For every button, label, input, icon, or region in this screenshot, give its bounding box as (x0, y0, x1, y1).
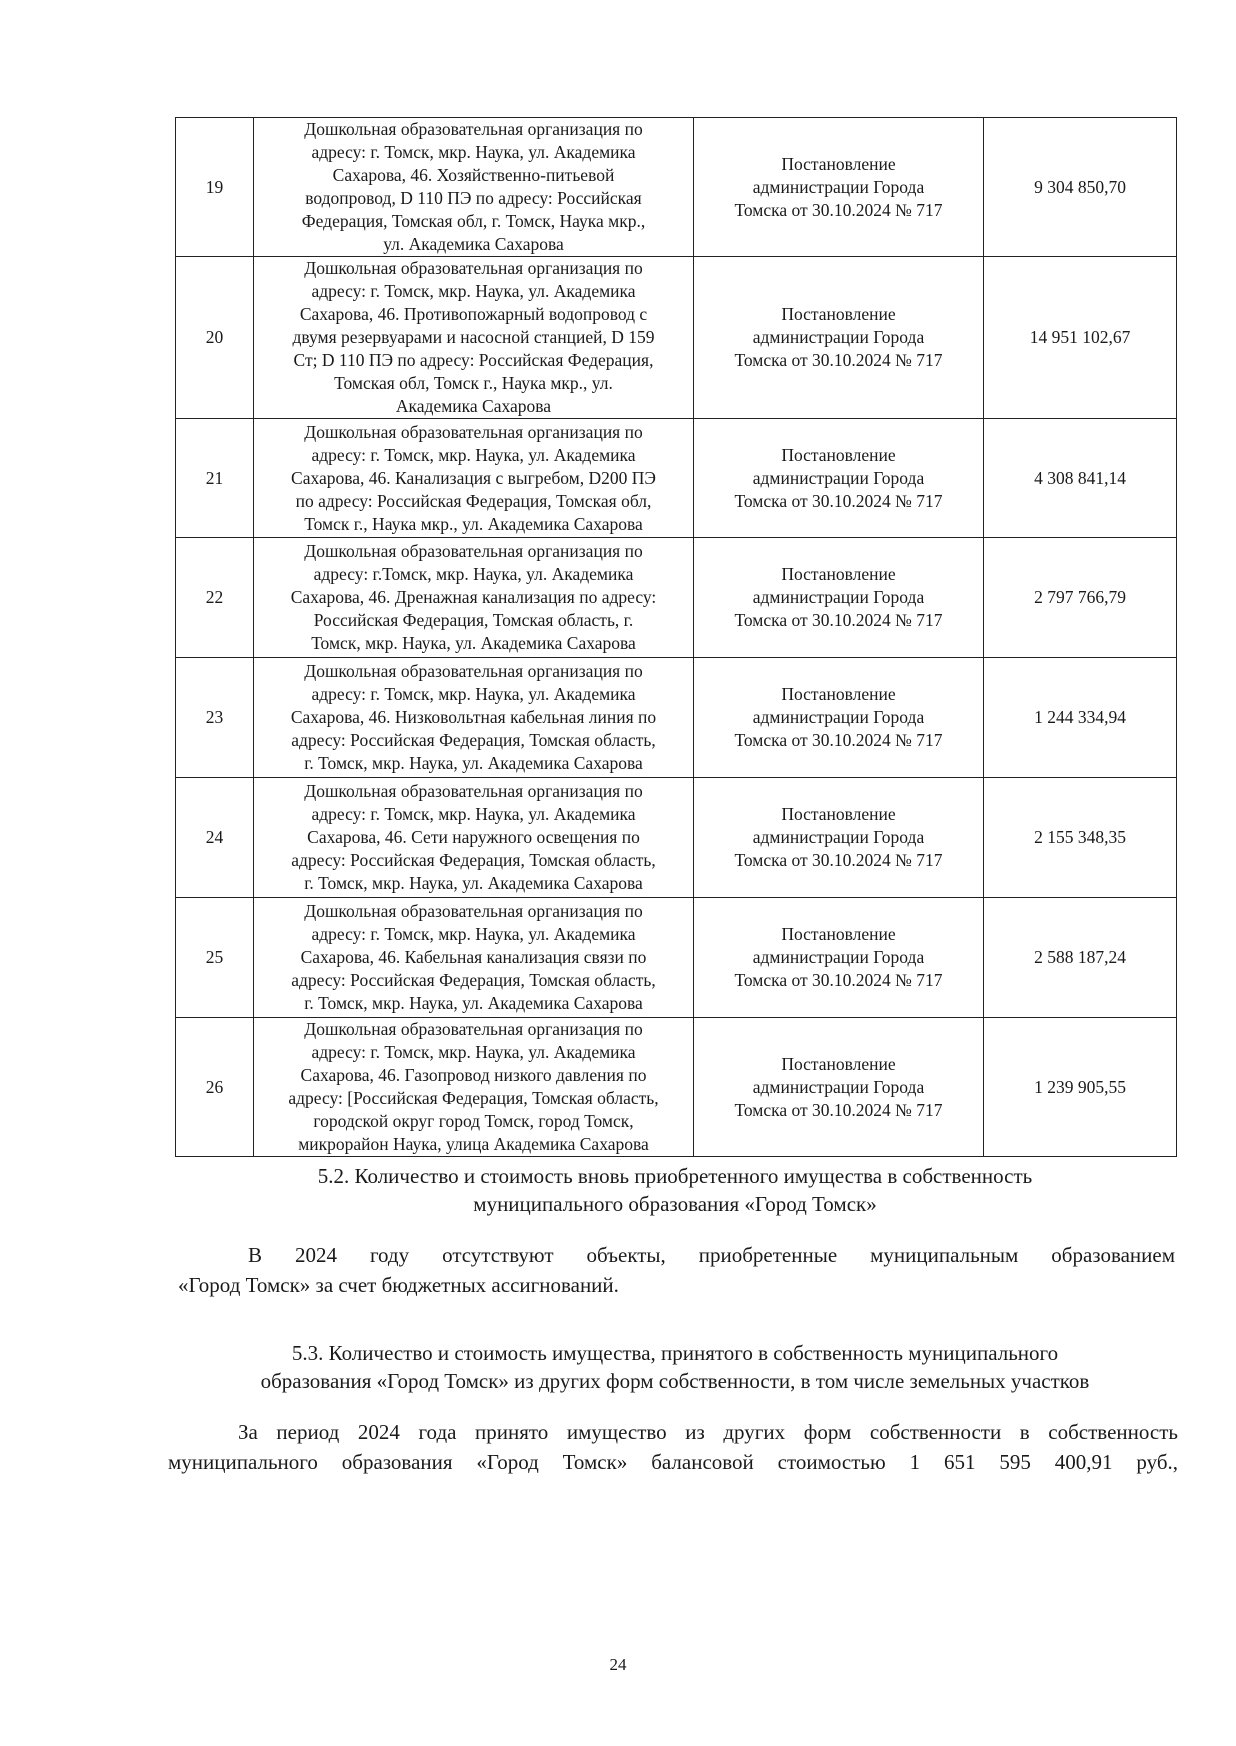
object-line: по адресу: Российская Федерация, Томская обл, (295, 490, 652, 511)
object-line: адресу: г.Томск, мкр. Наука, ул. Академика (313, 564, 634, 584)
object-line: адресу: г. Томск, мкр. Наука, ул. Академика (311, 444, 636, 465)
object-line: Сахарова, 46. Противопожарный водопровод с (299, 304, 648, 324)
document-line: Постановление (781, 444, 896, 465)
row-number: 20 (176, 257, 254, 419)
table-row (176, 658, 1177, 778)
heading-line: образования «Город Томск» из других форм собственности, в том числе земельных участков (260, 1369, 1090, 1393)
document-line: администрации Города (752, 827, 925, 847)
object-line: Дошкольная образовательная организация по (304, 258, 643, 278)
document-line: Томска от 30.10.2024 № 717 (734, 350, 943, 370)
document-line: Постановление (781, 924, 896, 944)
balance-value: 1 239 905,55 (984, 1018, 1177, 1157)
document-line: Постановление (781, 804, 896, 824)
object-line: городской округ город Томск, город Томск, (313, 1111, 634, 1131)
balance-value: 1 244 334,94 (984, 658, 1177, 778)
object-description (254, 257, 694, 419)
document-line: администрации Города (752, 1076, 925, 1097)
balance-value: 2 588 187,24 (984, 898, 1177, 1018)
document-line: Томска от 30.10.2024 № 717 (734, 970, 943, 990)
object-line: Томск г., Наука мкр., ул. Академика Сахарова (304, 513, 643, 534)
row-number: 22 (176, 538, 254, 658)
object-line: двумя резервуарами и насосной станцией, D 159 (292, 327, 655, 347)
balance-value: 4 308 841,14 (984, 419, 1177, 538)
property-table (175, 117, 1177, 1157)
table-row (176, 1018, 1177, 1157)
paragraph-line: В 2024 году отсутствуют объекты, приобретенные муниципальным образованием (248, 1243, 1175, 1267)
balance-value: 9 304 850,70 (984, 118, 1177, 257)
document-line: Постановление (781, 684, 896, 704)
basis-document (694, 898, 984, 1018)
object-line: адресу: [Российская Федерация, Томская область, (288, 1088, 659, 1108)
object-line: адресу: г. Томск, мкр. Наука, ул. Академика (311, 1042, 636, 1062)
object-line: Сахарова, 46. Хозяйственно-питьевой (332, 165, 615, 185)
table-row (176, 118, 1177, 257)
object-line: Дошкольная образовательная организация по (304, 421, 643, 442)
object-line: Дошкольная образовательная организация по (304, 541, 643, 561)
object-line: Сахарова, 46. Сети наружного освещения по (307, 827, 640, 847)
object-line: адресу: Российская Федерация, Томская область, (291, 970, 656, 990)
page-number: 24 (609, 1655, 627, 1674)
document-line: Постановление (781, 304, 896, 324)
document-line: администрации Города (752, 467, 925, 488)
document-line: Постановление (781, 564, 896, 584)
heading-line: 5.3. Количество и стоимость имущества, принятого в собственность муниципального (291, 1341, 1059, 1365)
document-line: администрации Города (752, 176, 925, 197)
object-line: Томск, мкр. Наука, ул. Академика Сахарова (311, 633, 636, 653)
table-row (176, 778, 1177, 898)
object-line: г. Томск, мкр. Наука, ул. Академика Сахарова (304, 753, 643, 773)
object-description (254, 419, 694, 538)
heading-line: муниципального образования «Город Томск» (473, 1192, 877, 1216)
object-line: г. Томск, мкр. Наука, ул. Академика Сахарова (304, 873, 643, 893)
object-description (254, 1018, 694, 1157)
document-line: администрации Города (752, 947, 925, 967)
object-line: Томская обл, Томск г., Наука мкр., ул. (334, 373, 613, 393)
object-line: микрорайон Наука, улица Академика Сахарова (298, 1134, 649, 1154)
document-line: Томска от 30.10.2024 № 717 (734, 1099, 943, 1120)
basis-document (694, 658, 984, 778)
row-number: 23 (176, 658, 254, 778)
object-line: Сахарова, 46. Низковольтная кабельная линия по (290, 707, 657, 727)
object-line: Российская Федерация, Томская область, г. (313, 610, 634, 630)
row-number: 26 (176, 1018, 254, 1157)
section-5-3-heading (165, 1339, 1185, 1395)
object-line: адресу: г. Томск, мкр. Наука, ул. Академика (311, 924, 636, 944)
object-description (254, 898, 694, 1018)
table-row (176, 419, 1177, 538)
object-line: Академика Сахарова (395, 396, 552, 416)
object-line: г. Томск, мкр. Наука, ул. Академика Сахарова (304, 993, 643, 1013)
document-line: администрации Города (752, 587, 925, 607)
balance-value: 2 155 348,35 (984, 778, 1177, 898)
heading-line: 5.2. Количество и стоимость вновь приобретенного имущества в собственность (317, 1164, 1033, 1188)
section-5-2-heading (180, 1162, 1170, 1218)
basis-document (694, 538, 984, 658)
object-line: Дошкольная образовательная организация по (304, 901, 643, 921)
object-line: водопровод, D 110 ПЭ по адресу: Российская (305, 188, 642, 208)
object-line: Сахарова, 46. Кабельная канализация связи по (300, 947, 647, 967)
balance-value: 2 797 766,79 (984, 538, 1177, 658)
row-number: 21 (176, 419, 254, 538)
basis-document (694, 778, 984, 898)
object-line: ул. Академика Сахарова (383, 234, 564, 254)
object-description (254, 778, 694, 898)
basis-document (694, 1018, 984, 1157)
document-line: Томска от 30.10.2024 № 717 (734, 199, 943, 220)
object-line: адресу: г. Томск, мкр. Наука, ул. Академика (311, 684, 636, 704)
table-row (176, 257, 1177, 419)
document-line: Постановление (781, 1053, 896, 1074)
paragraph-line: За период 2024 года принято имущество из других форм собственности в собственность (238, 1420, 1178, 1444)
basis-document (694, 257, 984, 419)
paragraph-line: «Город Томск» за счет бюджетных ассигнований. (178, 1273, 619, 1297)
table-row (176, 538, 1177, 658)
basis-document (694, 118, 984, 257)
document-line: Томска от 30.10.2024 № 717 (734, 490, 943, 511)
object-description (254, 538, 694, 658)
balance-value: 14 951 102,67 (984, 257, 1177, 419)
object-line: Сахарова, 46. Газопровод низкого давления по (300, 1065, 647, 1085)
basis-document (694, 419, 984, 538)
row-number: 25 (176, 898, 254, 1018)
object-line: Сахарова, 46. Канализация с выгребом, D200 ПЭ (291, 467, 656, 488)
object-line: Сахарова, 46. Дренажная канализация по адресу: (290, 587, 657, 607)
property-table-body (176, 118, 1177, 1157)
document-line: Томска от 30.10.2024 № 717 (734, 610, 943, 630)
object-line: адресу: Российская Федерация, Томская область, (291, 730, 656, 750)
section-5-3-paragraph (168, 1417, 1178, 1477)
object-line: Дошкольная образовательная организация по (304, 1019, 643, 1039)
object-line: Дошкольная образовательная организация по (304, 661, 643, 681)
document-line: Томска от 30.10.2024 № 717 (734, 850, 943, 870)
row-number: 19 (176, 118, 254, 257)
document-line: Постановление (781, 153, 896, 174)
object-line: адресу: г. Томск, мкр. Наука, ул. Академика (311, 804, 636, 824)
object-line: адресу: г. Томск, мкр. Наука, ул. Академика (311, 281, 636, 301)
object-line: адресу: г. Томск, мкр. Наука, ул. Академика (311, 142, 636, 162)
object-line: Федерация, Томская обл, г. Томск, Наука мкр., (301, 211, 646, 231)
object-description (254, 118, 694, 257)
object-line: Дошкольная образовательная организация по (304, 781, 643, 801)
object-line: Дошкольная образовательная организация по (304, 119, 643, 139)
table-row (176, 898, 1177, 1018)
document-line: администрации Города (752, 707, 925, 727)
object-line: Ст; D 110 ПЭ по адресу: Российская Федерация, (293, 350, 654, 370)
object-line: адресу: Российская Федерация, Томская область, (291, 850, 656, 870)
section-5-2-paragraph (178, 1240, 1175, 1300)
paragraph-line: муниципального образования «Город Томск» балансовой стоимостью 1 651 595 400,91 руб., (168, 1450, 1178, 1474)
object-description (254, 658, 694, 778)
document-line: Томска от 30.10.2024 № 717 (734, 730, 943, 750)
row-number: 24 (176, 778, 254, 898)
document-line: администрации Города (752, 327, 925, 347)
